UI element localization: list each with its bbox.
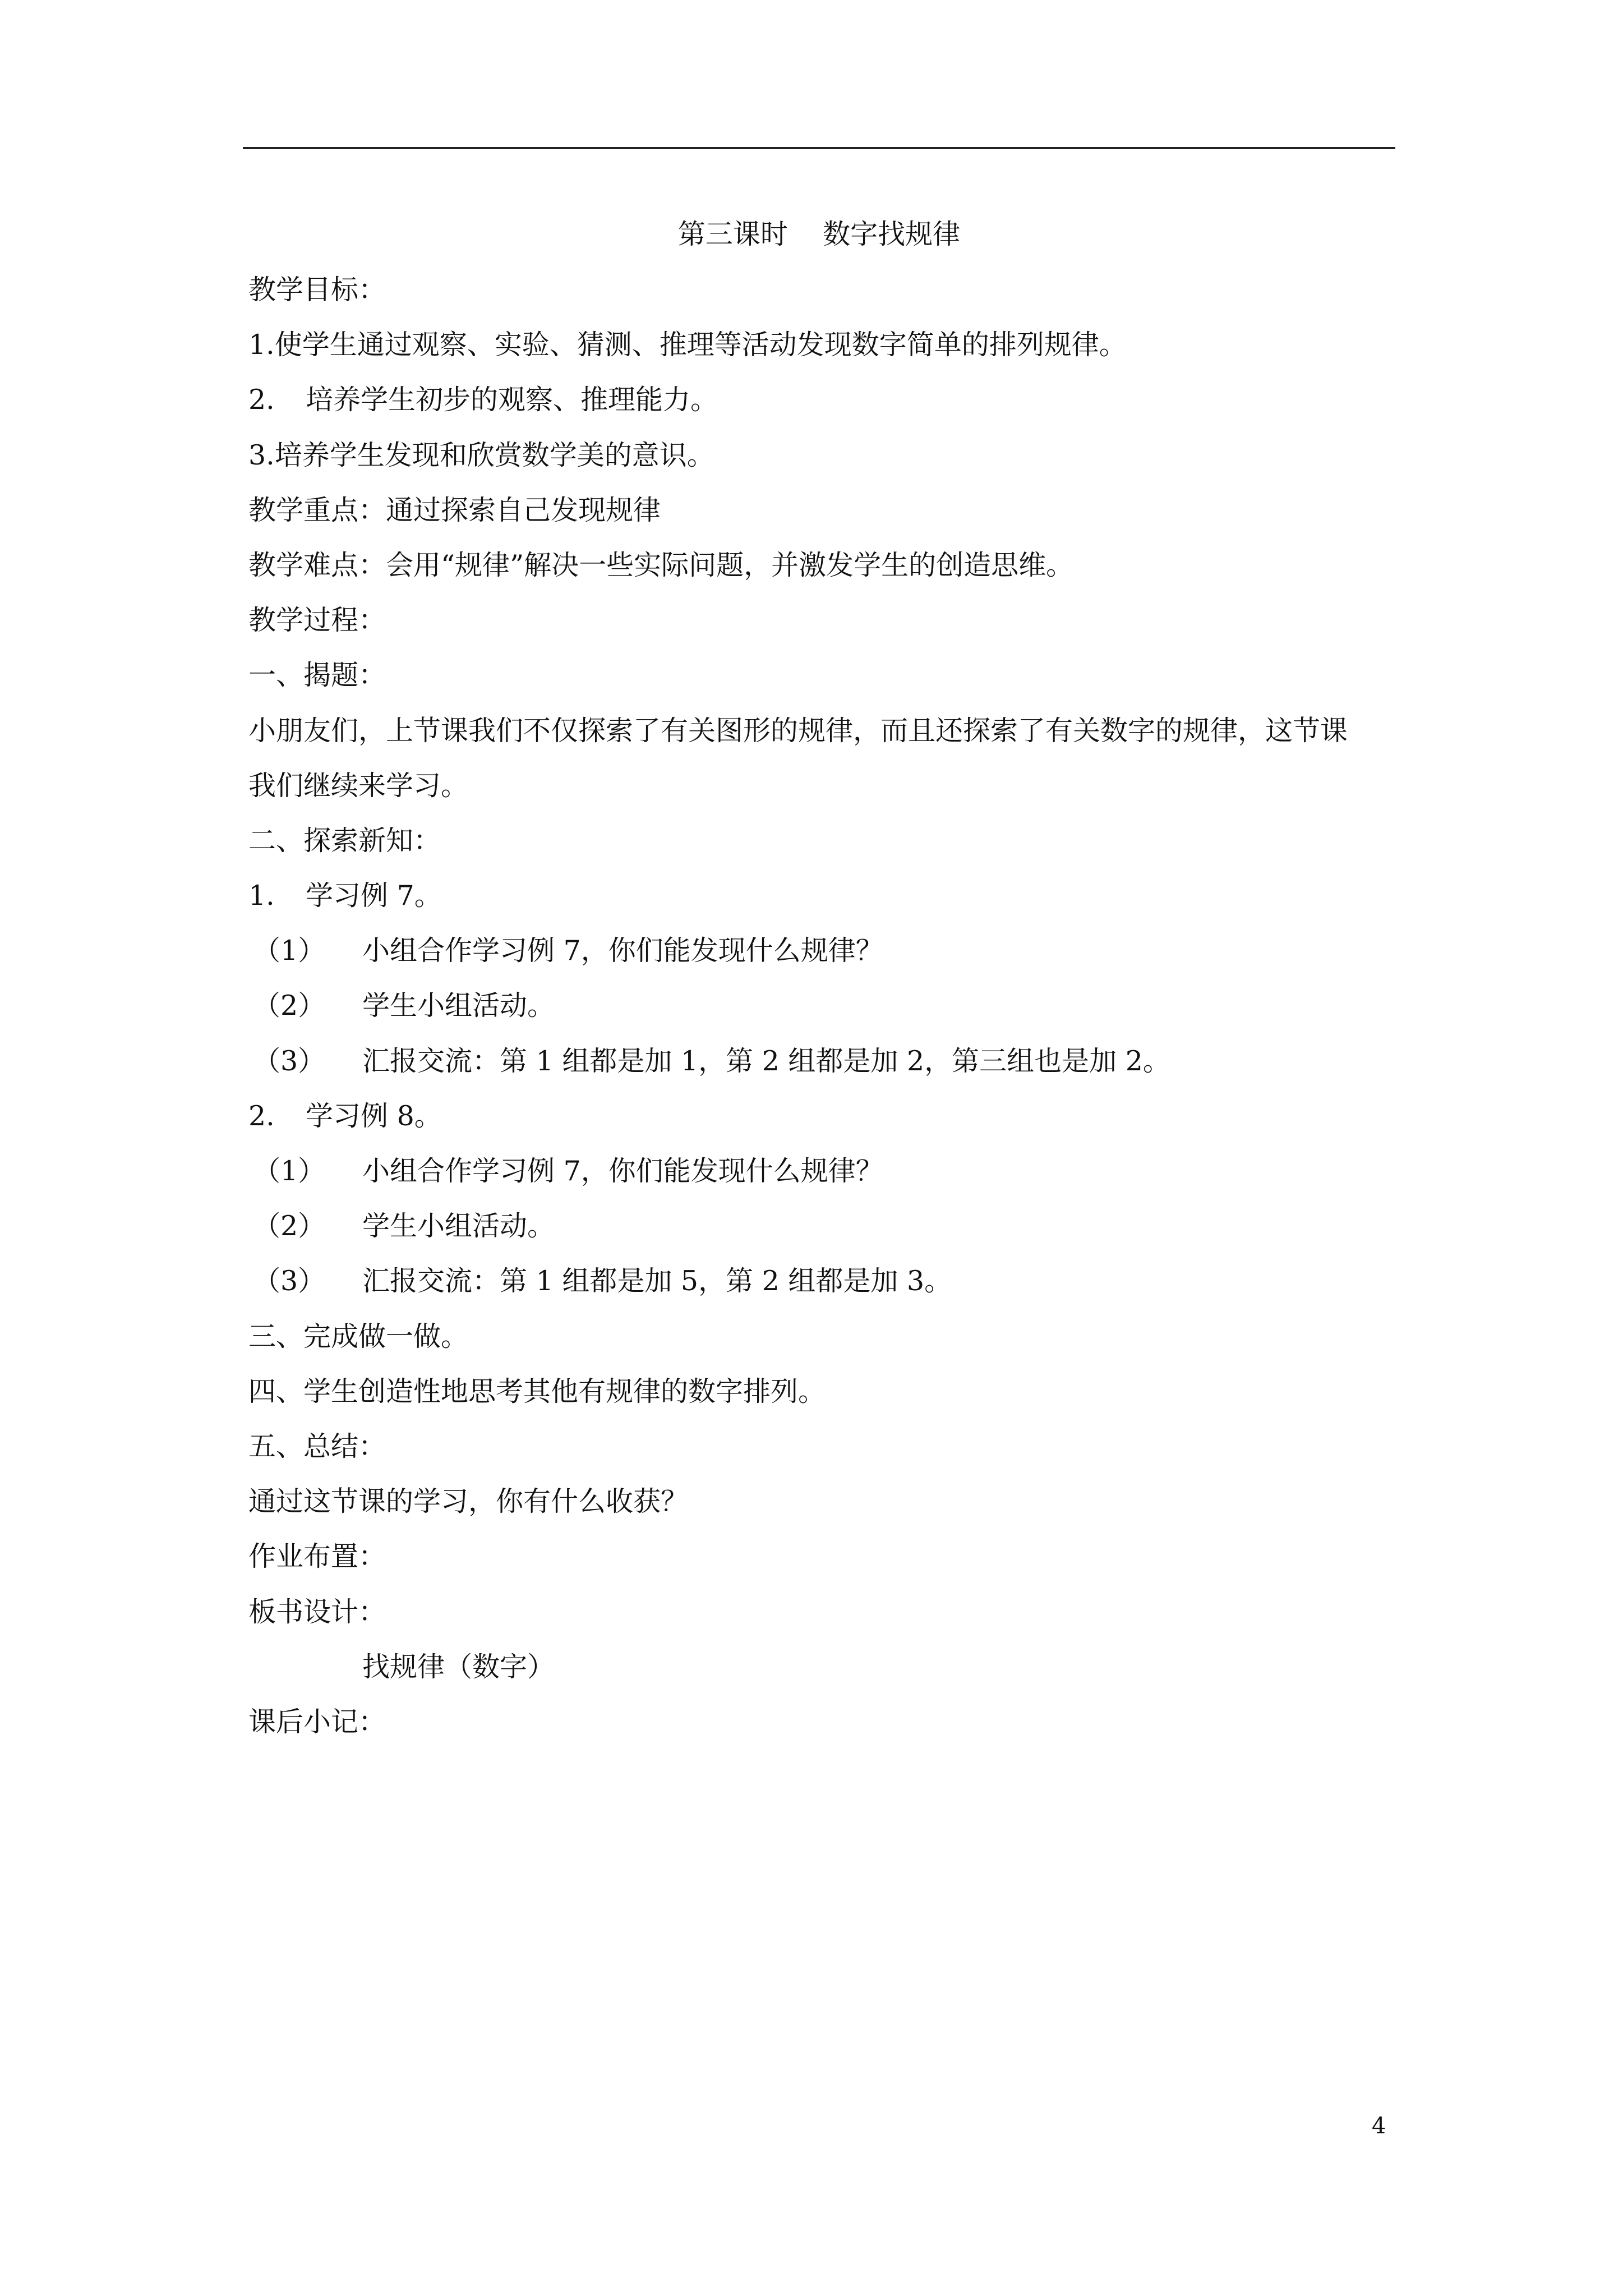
- text-line: 课后小记：: [248, 1705, 386, 1738]
- item-marker: （1）: [253, 1155, 326, 1187]
- numbered-item: [248, 868, 1393, 923]
- item-text: 汇报交流：第 1 组都是加 1，第 2 组都是加 2，第三组也是加 2。: [362, 1045, 1170, 1077]
- item-marker: 2.: [248, 384, 275, 416]
- item-text: 学生小组活动。: [362, 1210, 555, 1243]
- document-body: [248, 263, 1393, 1750]
- sub-item: [248, 1034, 1393, 1089]
- text-line: 教学过程：: [248, 604, 386, 637]
- item-text: 学生小组活动。: [362, 990, 555, 1022]
- text-line: 五、总结：: [248, 1430, 386, 1462]
- item-text: 学习例 7。: [306, 880, 442, 912]
- item-marker: （2）: [253, 1210, 326, 1243]
- text-line: 二、探索新知：: [248, 824, 441, 857]
- item-text: 培养学生初步的观察、推理能力。: [306, 384, 718, 416]
- item-text: 学习例 8。: [306, 1099, 442, 1132]
- sub-item: [248, 923, 1393, 978]
- text-line: 一、揭题：: [248, 659, 386, 692]
- item-marker: （1）: [253, 935, 326, 967]
- page-title: 第三课时 数字找规律: [677, 218, 961, 250]
- text-line: 3.培养学生发现和欣赏数学美的意识。: [248, 439, 714, 471]
- item-marker: 1.: [248, 880, 275, 912]
- sub-item: [248, 1144, 1393, 1199]
- text-line: 三、完成做一做。: [248, 1320, 469, 1352]
- sub-item: [248, 1254, 1393, 1309]
- text-line: 四、学生创造性地思考其他有规律的数字排列。: [248, 1375, 826, 1407]
- numbered-item: [248, 372, 1393, 427]
- numbered-item: [248, 1089, 1393, 1144]
- item-marker: （2）: [253, 990, 326, 1022]
- text-line: 教学重点：通过探索自己发现规律: [248, 494, 661, 526]
- item-text: 汇报交流：第 1 组都是加 5，第 2 组都是加 3。: [362, 1265, 952, 1297]
- text-line: 通过这节课的学习，你有什么收获？: [248, 1485, 689, 1518]
- text-line: 板书设计：: [248, 1595, 386, 1628]
- item-text: 小组合作学习例 7，你们能发现什么规律？: [362, 935, 883, 967]
- header-rule: [243, 147, 1395, 149]
- text-line: 我们继续来学习。: [248, 769, 469, 802]
- sub-item: [248, 978, 1393, 1033]
- item-marker: 2.: [248, 1099, 275, 1132]
- sub-item: [248, 1199, 1393, 1254]
- page-number: 4: [1372, 2113, 1386, 2139]
- text-line: 1.使学生通过观察、实验、猜测、推理等活动发现数字简单的排列规律。: [248, 329, 1127, 361]
- item-text: 小组合作学习例 7，你们能发现什么规律？: [362, 1155, 883, 1187]
- text-line: 小朋友们，上节课我们不仅探索了有关图形的规律，而且还探索了有关数字的规律，这节课: [248, 714, 1348, 747]
- text-line: 教学难点：会用“规律”解决一些实际问题，并激发学生的创造思维。: [248, 549, 1074, 581]
- item-marker: （3）: [253, 1265, 326, 1297]
- item-marker: （3）: [253, 1045, 326, 1077]
- board-design-text: 找规律（数字）: [362, 1650, 555, 1683]
- text-line: 教学目标：: [248, 274, 386, 306]
- text-line: 作业布置：: [248, 1540, 386, 1573]
